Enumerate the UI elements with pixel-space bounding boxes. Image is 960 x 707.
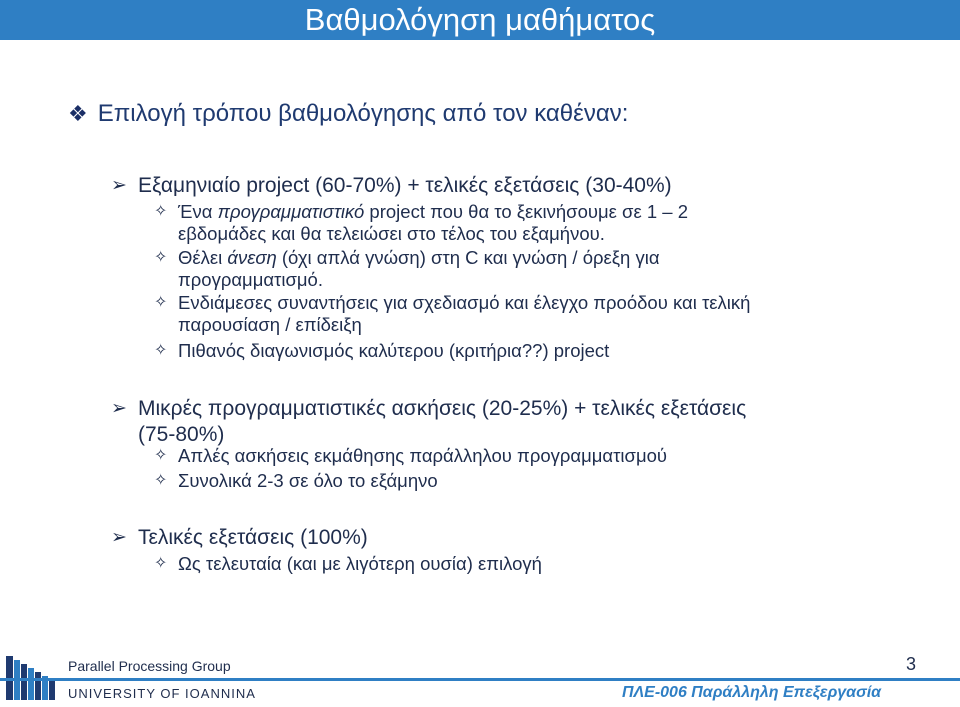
option-2-text-line2: (75-80%) <box>138 423 225 446</box>
arrowhead-icon: ➢ <box>111 527 127 548</box>
page-number: 3 <box>906 654 917 674</box>
sub-text: Ως τελευταία (και με λιγότερη ουσία) επιλογή <box>178 553 542 574</box>
sub-text: project που θα το ξεκινήσουμε σε 1 – 2 <box>364 201 689 222</box>
four-point-star-icon: ✧ <box>154 447 168 464</box>
option-2-sub-1 <box>154 445 668 467</box>
option-2-sub-2 <box>154 470 438 492</box>
option-3-text: Τελικές εξετάσεις (100%) <box>138 526 368 549</box>
four-point-star-icon: ✧ <box>154 555 168 572</box>
option-1-sub-4 <box>154 340 610 362</box>
option-1-sub-3 <box>154 292 751 336</box>
option-2 <box>111 396 747 448</box>
arrowhead-icon: ➢ <box>111 175 127 196</box>
slide-heading-text: Επιλογή τρόπου βαθμολόγησης από τον καθέναν: <box>97 100 629 127</box>
footer-group: Parallel Processing Group <box>68 658 231 674</box>
option-1-text: Εξαμηνιαίο project (60-70%) + τελικές εξετάσεις (30-40%) <box>138 174 672 197</box>
four-point-star-icon: ✧ <box>154 249 168 266</box>
option-1-sub-1 <box>154 201 689 245</box>
four-diamond-icon: ❖ <box>68 101 88 126</box>
sub-text-emphasis: προγραμματιστικό <box>217 201 365 222</box>
option-1-sub-2 <box>154 247 660 291</box>
option-3-sub-1 <box>154 553 542 575</box>
sub-text: Ένα <box>178 201 218 222</box>
footer-university: UNIVERSITY OF IOANNINA <box>68 686 256 701</box>
slide-heading <box>68 100 628 128</box>
sub-text-emphasis: άνεση <box>227 247 277 268</box>
sub-text-line2: παρουσίαση / επίδειξη <box>178 314 362 335</box>
four-point-star-icon: ✧ <box>154 294 168 311</box>
sub-text: (όχι απλά γνώση) στη C και γνώση / όρεξη για <box>276 247 660 268</box>
option-1 <box>111 173 672 199</box>
course-title: ΠΛΕ-006 Παράλληλη Επεξεργασία <box>622 684 882 701</box>
sub-text: Απλές ασκήσεις εκμάθησης παράλληλου προγραμματισμού <box>178 445 668 466</box>
arrowhead-icon: ➢ <box>111 398 127 419</box>
sub-text: Συνολικά 2-3 σε όλο το εξάμηνο <box>178 470 438 491</box>
four-point-star-icon: ✧ <box>154 342 168 359</box>
sub-text-line2: εβδομάδες και θα τελειώσει στο τέλος του εξαμήνου. <box>178 223 605 244</box>
sub-text: Πιθανός διαγωνισμός καλύτερου (κριτήρια??) project <box>178 340 610 361</box>
sub-text: Θέλει <box>178 247 228 268</box>
sub-text-line2: προγραμματισμό. <box>178 269 323 290</box>
four-point-star-icon: ✧ <box>154 203 168 220</box>
four-point-star-icon: ✧ <box>154 472 168 489</box>
sub-text: Ενδιάμεσες συναντήσεις για σχεδιασμό και έλεγχο προόδου και τελική <box>178 292 751 313</box>
slide-title: Βαθμολόγηση μαθήματος <box>304 2 656 37</box>
footer-divider <box>0 678 960 681</box>
option-2-text: Μικρές προγραμματιστικές ασκήσεις (20-25%) + τελικές εξετάσεις <box>138 397 747 420</box>
option-3 <box>111 525 368 551</box>
